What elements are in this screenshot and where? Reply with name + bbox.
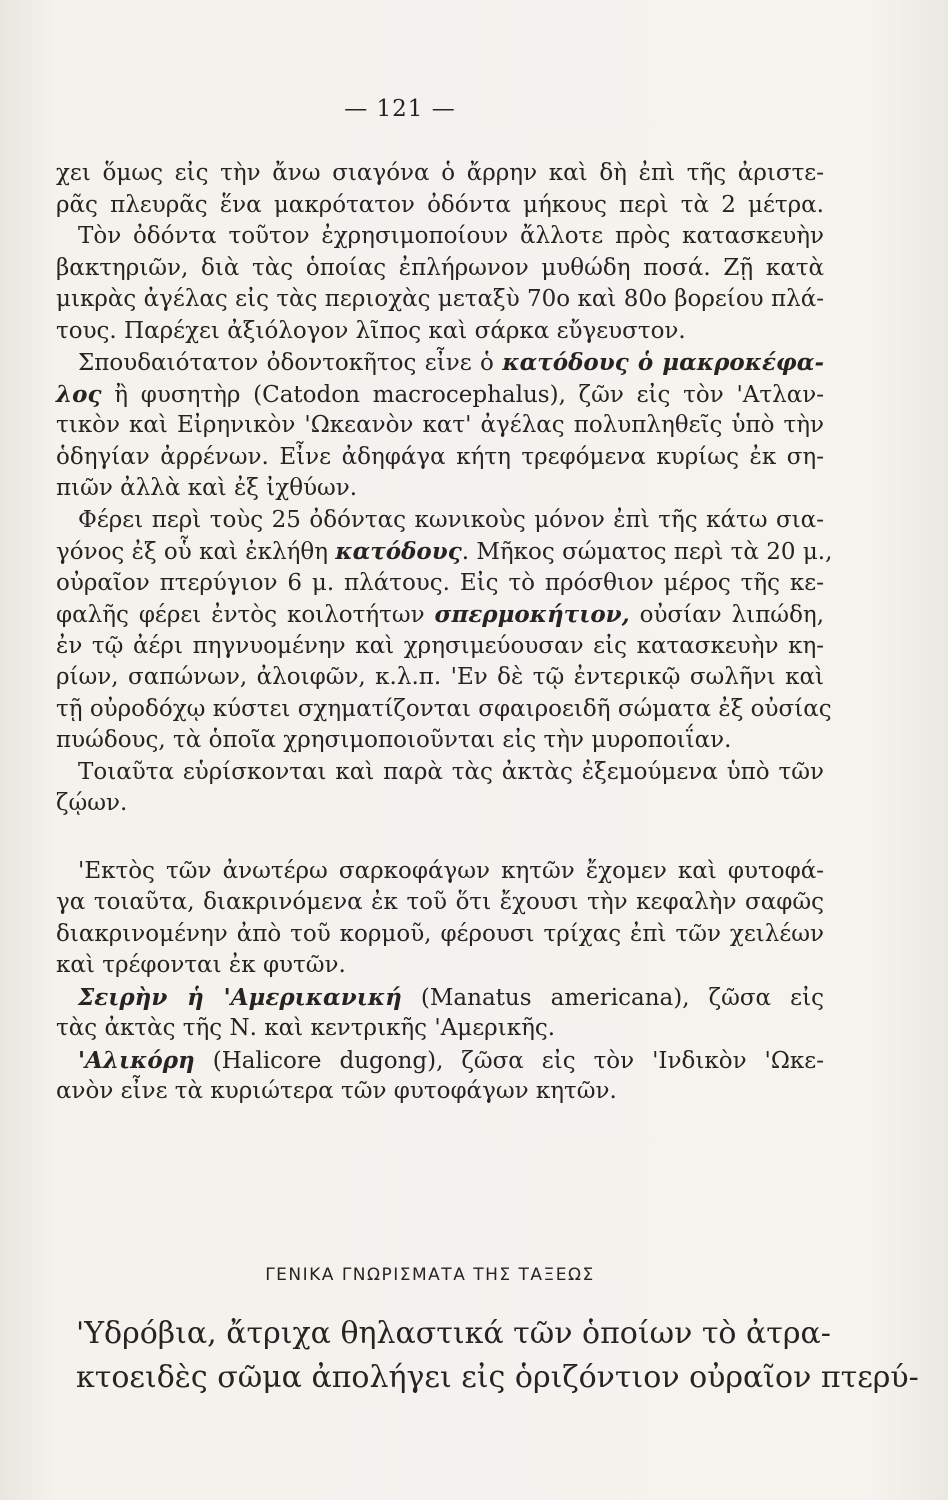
paragraph-spermaceti — [56, 505, 833, 757]
emphasis-term: 'Αλικόρη — [78, 1046, 195, 1074]
text-run: (Manatus americana), ζῶσα εἰς — [401, 984, 824, 1011]
text-line: διακρινομένην ἀπὸ τοῦ κορμοῦ, φέρουσι τρίχας ἐπὶ τῶν χειλέων — [56, 920, 824, 947]
text-line: τικὸν καὶ Εἰρηνικὸν 'Ωκεανὸν κατ' ἀγέλας πολυπληθεῖς ὑπὸ τὴν — [56, 412, 824, 438]
text-run: Σπουδαιότατον ὀδοντοκῆτος εἶνε ὁ — [78, 350, 503, 376]
text-line: ανὸν εἶνε τὰ κυριώτερα τῶν φυτοφάγων κητῶν. — [56, 1078, 617, 1104]
body-text — [56, 158, 833, 1108]
text-line: οὐραῖον πτερύγιον 6 μ. πλάτους. Εἰς τὸ πρόσθιον μέρος τῆς κε- — [56, 569, 824, 596]
text-run: ἢ φυσητὴρ (Catodon macrocephalus), ζῶν εἰς τὸν 'Ατλαν- — [101, 381, 824, 408]
text-line: τὰς ἀκτὰς τῆς Ν. καὶ κεντρικῆς 'Αμερικῆς. — [56, 1015, 556, 1041]
paragraph-herbivores — [56, 856, 824, 982]
text-line: τους. Παρέχει ἀξιόλογον λῖπος καὶ σάρκα εὔγευστον. — [56, 317, 686, 344]
text-line: 'Υδρόβια, ἄτριχα θηλαστικά τῶν ὁποίων τὸ ἀτρα- — [76, 1316, 831, 1351]
section-heading: ΓΕΝΙΚΑ ΓΝΩΡΙΣΜΑΤΑ ΤΗΣ ΤΑΞΕΩΣ — [265, 1265, 595, 1285]
text-run: . Μῆκος σώματος περὶ τὰ 20 μ., — [461, 539, 833, 565]
text-line: ρᾶς πλευρᾶς ἕνα μακρότατον ὀδόντα μήκους περὶ τὰ 2 μέτρα. — [56, 191, 824, 218]
text-line: Φέρει περὶ τοὺς 25 ὀδόντας κωνικοὺς μόνον ἐπὶ τῆς κάτω σια- — [78, 506, 824, 533]
text-line: τῇ οὐροδόχῳ κύστει σχηματίζονται σφαιροειδῆ σώματα ἐξ οὐσίας — [56, 695, 832, 722]
text-run: φαλῆς φέρει ἐντὸς κοιλοτήτων — [56, 602, 435, 628]
emphasis-term: κατόδους — [335, 538, 462, 565]
emphasis-term: Σειρὴν ἡ 'Αμερικανική — [78, 983, 402, 1011]
text-line: κτοειδὲς σῶμα ἀπολήγει εἰς ὁριζόντιον οὐραῖον πτερύ- — [76, 1360, 919, 1395]
text-line: Τὸν ὀδόντα τοῦτον ἐχρησιμοποίουν ἄλλοτε πρὸς κατασκευὴν — [78, 223, 824, 249]
paragraph-catodon — [56, 347, 824, 505]
paragraph-ambergris — [56, 757, 824, 820]
paragraph-tusk — [56, 221, 824, 347]
text-line: Τοιαῦτα εὑρίσκονται καὶ παρὰ τὰς ἀκτὰς ἐξεμούμενα ὑπὸ τῶν — [78, 758, 824, 785]
text-line: ἐν τῷ ἀέρι πηγνυομένην καὶ χρησιμεύουσαν εἰς κατασκευὴν κη- — [56, 632, 824, 659]
text-line: πιῶν ἀλλὰ καὶ ἐξ ἰχθύων. — [56, 475, 358, 501]
paragraph-continuation — [56, 158, 824, 221]
text-line: γα τοιαῦτα, διακρινόμενα ἐκ τοῦ ὅτι ἔχουσι τὴν κεφαλὴν σαφῶς — [56, 889, 824, 915]
text-line: ρίων, σαπώνων, ἀλοιφῶν, κ.λ.π. 'Εν δὲ τῷ ἐντερικῷ σωλῆνι καὶ — [56, 664, 824, 690]
text-run: (Halicore dugong), ζῶσα εἰς τὸν 'Ινδικὸν 'Ωκε- — [194, 1047, 824, 1074]
text-line — [56, 347, 824, 379]
text-line — [56, 982, 824, 1014]
emphasis-term: σπερμοκήτιον, — [434, 601, 630, 628]
text-line: μικρὰς ἀγέλας εἰς τὰς περιοχὰς μεταξὺ 70ο καὶ 80ο βορείου πλά- — [56, 286, 824, 312]
text-line — [56, 536, 833, 568]
closing-text — [76, 1312, 919, 1400]
page-number: — 121 — — [344, 96, 456, 122]
paragraph-halicore — [56, 1045, 824, 1108]
text-run: οὐσίαν λιπώδη, — [629, 602, 825, 628]
text-line: καὶ τρέφονται ἐκ φυτῶν. — [56, 952, 346, 978]
paragraph-manatus — [56, 982, 824, 1045]
text-line: ὁδηγίαν ἀρρένων. Εἶνε ἀδηφάγα κήτη τρεφόμενα κυρίως ἐκ ση- — [56, 443, 824, 470]
text-line: πυώδους, τὰ ὁποῖα χρησιμοποιοῦνται εἰς τὴν μυροποιΐαν. — [56, 727, 732, 753]
paragraph-gap — [56, 820, 824, 856]
text-line — [56, 599, 824, 631]
text-line: 'Εκτὸς τῶν ἀνωτέρω σαρκοφάγων κητῶν ἔχομεν καὶ φυτοφά- — [78, 857, 824, 884]
emphasis-term: κατόδους ὁ μακροκέφα- — [502, 349, 824, 376]
text-run: γόνος ἐξ οὗ καὶ ἐκλήθη — [56, 539, 336, 565]
text-line — [56, 1045, 824, 1077]
text-line: βακτηριῶν, διὰ τὰς ὁποίας ἐπλήρωνον μυθώδη ποσά. Ζῇ κατὰ — [56, 254, 824, 281]
emphasis-term: λος — [56, 380, 102, 408]
text-line: χει ὅμως εἰς τὴν ἄνω σιαγόνα ὁ ἄρρην καὶ δὴ ἐπὶ τῆς ἀριστε- — [56, 160, 824, 186]
text-line: ζῴων. — [56, 790, 128, 816]
text-line — [56, 379, 824, 411]
